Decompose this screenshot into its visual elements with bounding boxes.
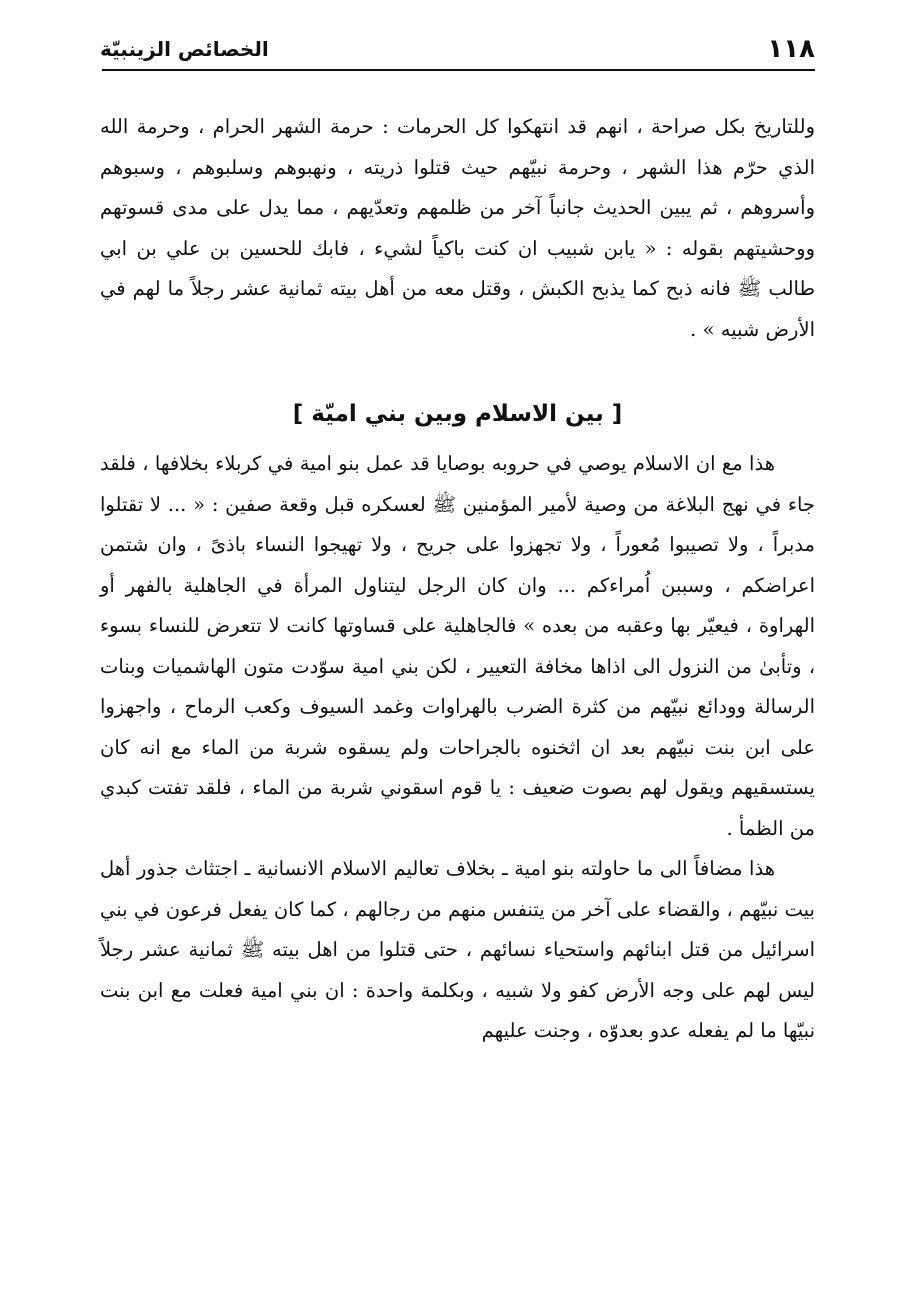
paragraph-islam-war-ethics: هذا مع ان الاسلام يوصي في حروبه بوصايا قد عمل بنو امية في كربلاء بخلافها ، فلقد جاء في نهج البلاغة من وصية لأمير المؤمنين ﷺ لعسكره قبل وقعة صفين : « ... لا تقتلوا مدبراً ، ولا تصيبوا مُعوراً ، ولا تجهزوا على جريح ، ولا تهيجوا النساء باذىً ، وان شتمن اعراضكم ، وسببن اُمراءكم ... وان كان الرجل ليتناول المرأة في الجاهلية بالفهر أو الهراوة ، فيعيّر بها وعقبه من بعده » فالجاهلية على قساوتها كانت لا تتعرض للنساء بسوء ، وتأبىٰ من النزول الى اذاها مخافة التعيير ، لكن بني امية سوّدت متون الهاشميات وبنات الرسالة وودائع نبيّهم من كثرة الضرب بالهراوات وغمد السيوف وكعب الرماح ، واجهزوا على ابن بنت نبيّهم بعد ان اثخنوه بالجراحات ولم يسقوه شربة من الماء مع انه كان يستسقيهم ويقول لهم بصوت ضعيف : يا قوم اسقوني شربة من الماء ، فلقد تفتت كبدي من الظمأ . — [100, 452, 815, 840]
paragraph-umayyad-actions: هذا مضافاً الى ما حاولته بنو امية ـ بخلاف تعاليم الاسلام الانسانية ـ اجتثاث جذور أهل بيت نبيّهم ، والقضاء على آخر من يتنفس منهم من رجالهم ، كما كان يفعل فرعون في بني اسرائيل من قتل ابنائهم واستحياء نسائهم ، حتى قتلوا من اهل بيته ﷺ ثمانية عشر رجلاً ليس لهم على وجه الأرض كفو ولا شبيه ، وبكلمة واحدة : ان بني امية فعلت مع ابن بنت نبيّها ما لم يفعله عدو بعدوّه ، وجنت عليهم — [100, 857, 815, 1042]
page-number: ١١٨ — [767, 34, 815, 64]
header-divider — [102, 69, 815, 71]
paragraph-history: وللتاريخ بكل صراحة ، انهم قد انتهكوا كل الحرمات : حرمة الشهر الحرام ، وحرمة الله الذي حرّم هذا الشهر ، وحرمة نبيّهم حيث قتلوا ذريته ، ونهبوهم وسلبوهم ، وسبوهم وأسروهم ، ثم يبين الحديث جانباً آخر من ظلمهم وتعدّيهم ، مما يدل على مدى قسوتهم ووحشيتهم بقوله : « يابن شبيب ان كنت باكياً لشيء ، فابك للحسين بن علي بن ابي طالب ﷺ فانه ذبح كما يذبح الكبش ، وقتل معه من أهل بيته ثمانية عشر رجلاً ما لهم في الأرض شبيه » . — [100, 115, 815, 341]
running-title: الخصائص الزينبيّة — [100, 37, 269, 61]
section-heading: [ بين الاسلام وبين بني اميّة ] — [292, 401, 623, 427]
page-header — [100, 26, 815, 66]
page-body — [100, 107, 815, 1052]
